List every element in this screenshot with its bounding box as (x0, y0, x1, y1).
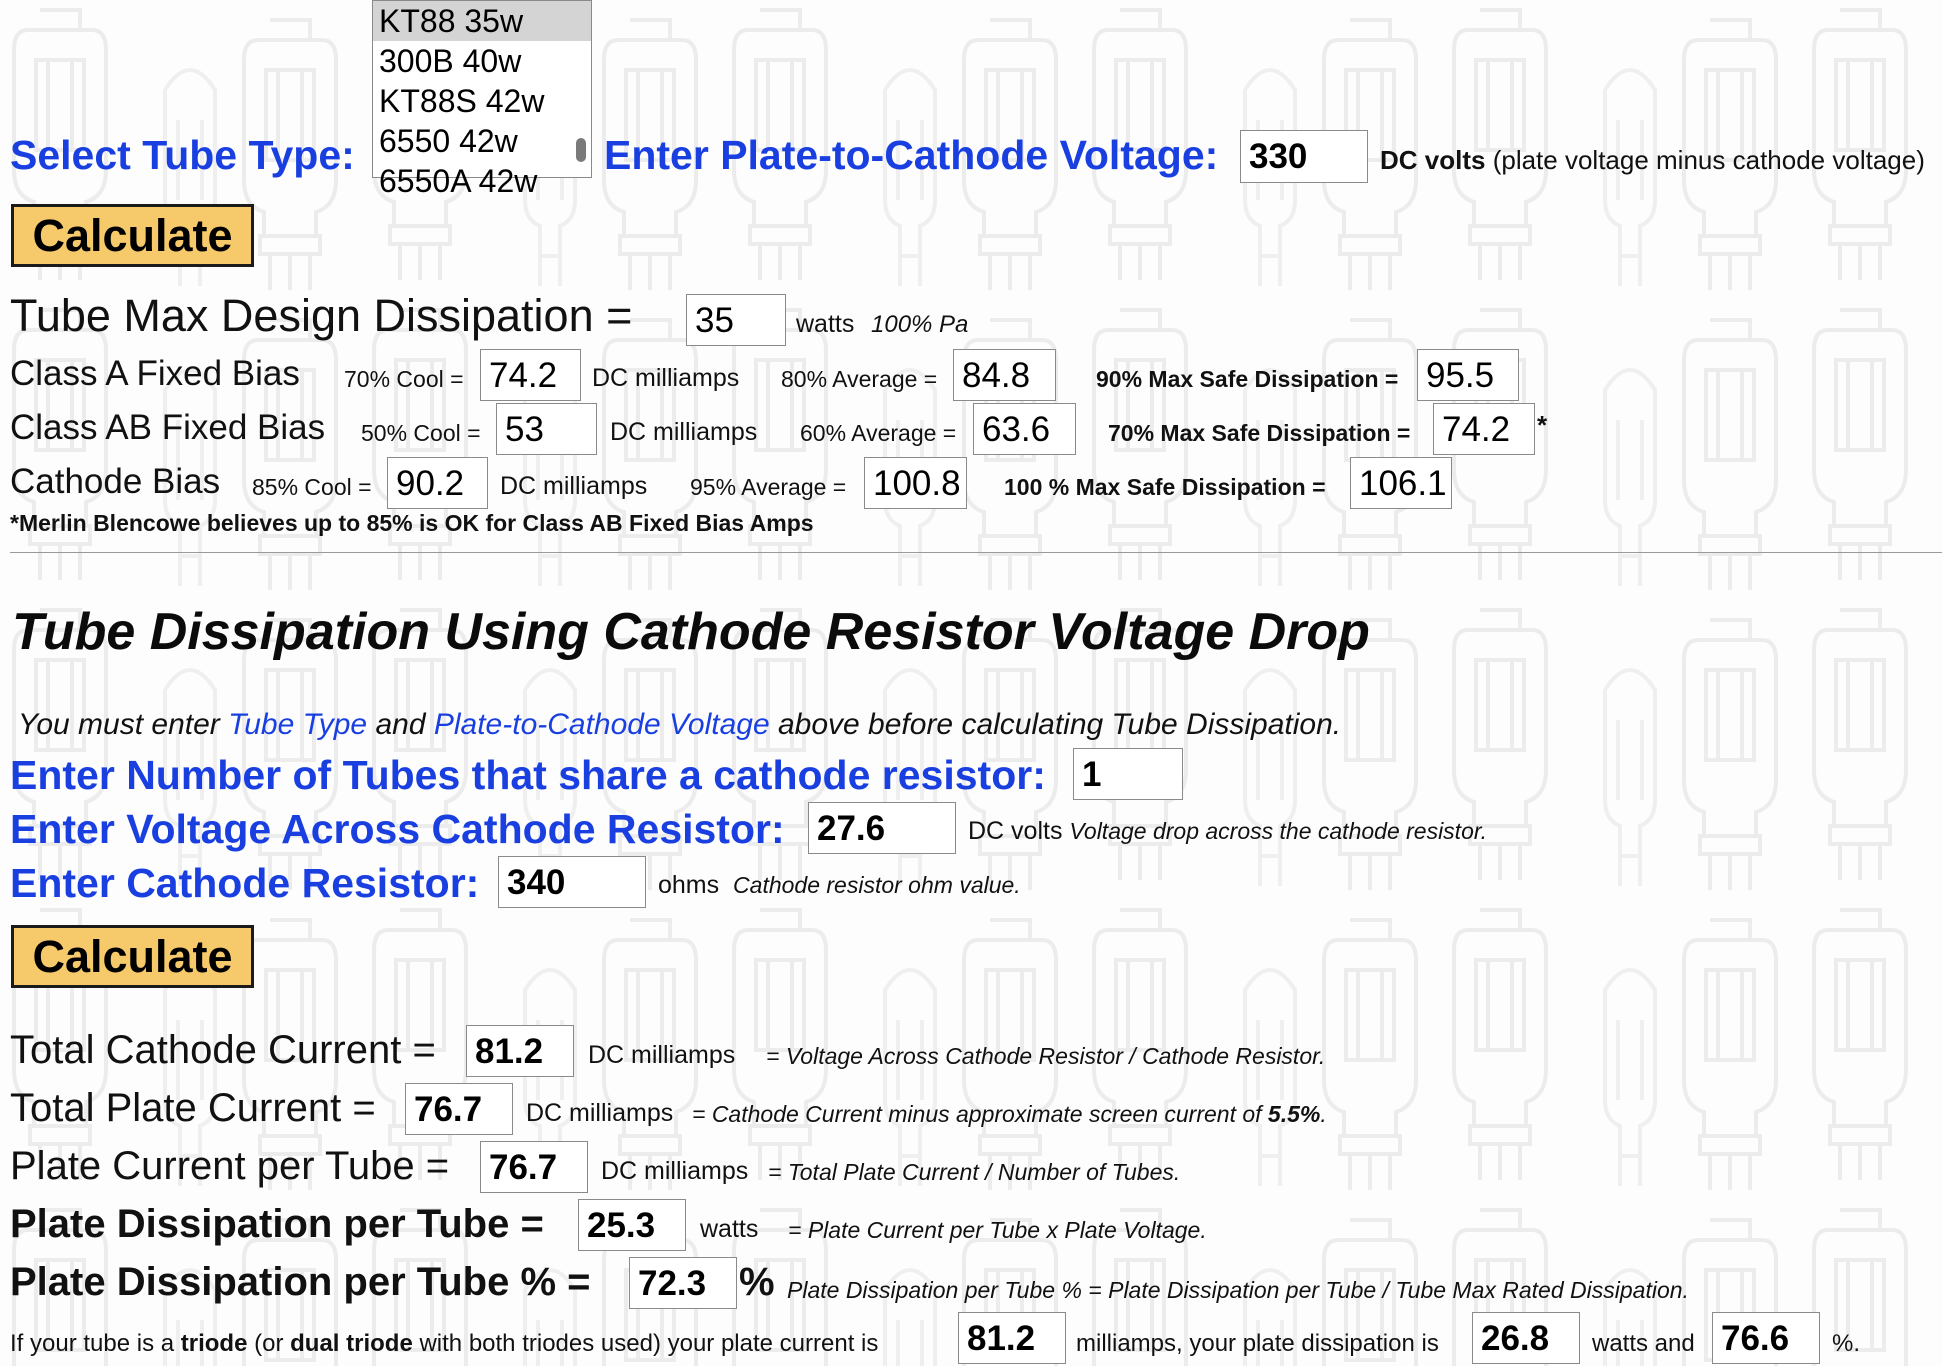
cathode-bias-max-label: 100 % Max Safe Dissipation = (1004, 474, 1326, 500)
plate-voltage-unit: DC volts (1380, 145, 1486, 175)
class-ab-asterisk: * (1537, 410, 1548, 440)
diss-per-tube-label: Plate Dissipation per Tube = (10, 1202, 544, 1246)
cathode-bias-avg-label: 95% Average = (690, 474, 847, 500)
diss-pct-label: Plate Dissipation per Tube % = (10, 1260, 591, 1304)
diss-per-tube-note: = Plate Current per Tube x Plate Voltage. (788, 1217, 1207, 1243)
instruction-text (18, 708, 1341, 742)
cathode-bias-unit: DC milliamps (500, 472, 648, 500)
diss-pct-note: Plate Dissipation per Tube % = Plate Dissipation per Tube / Tube Max Rated Dissipation. (787, 1277, 1689, 1303)
class-ab-label: Class AB Fixed Bias (10, 408, 326, 447)
tube-option[interactable]: 300B 40w (379, 43, 522, 79)
num-tubes-label: Enter Number of Tubes that share a cathode resistor: (10, 752, 1046, 798)
class-ab-avg-label: 60% Average = (800, 420, 957, 446)
listbox-scrollbar[interactable] (576, 138, 586, 162)
class-a-label: Class A Fixed Bias (10, 354, 300, 393)
section-heading: Tube Dissipation Using Cathode Resistor Voltage Drop (12, 603, 1370, 661)
cathode-voltage-note: Voltage drop across the cathode resistor. (1069, 818, 1488, 844)
select-tube-label: Select Tube Type: (10, 132, 355, 178)
triode-t4: dual triode (290, 1330, 413, 1357)
total-plate-label: Total Plate Current = (10, 1086, 376, 1130)
class-ab-cool-label: 50% Cool = (361, 420, 481, 446)
diss-per-tube-output[interactable]: 25.3 (578, 1199, 686, 1251)
class-a-avg-label: 80% Average = (781, 366, 938, 392)
triode-t8: %. (1832, 1330, 1861, 1357)
plate-per-tube-output[interactable]: 76.7 (480, 1141, 588, 1193)
total-cathode-note: = Voltage Across Cathode Resistor / Cathode Resistor. (766, 1043, 1326, 1069)
total-cathode-output[interactable]: 81.2 (466, 1025, 574, 1077)
diss-per-tube-unit: watts (700, 1215, 759, 1243)
class-ab-max-label: 70% Max Safe Dissipation = (1108, 420, 1411, 446)
calculate-cathode-button[interactable]: Calculate (11, 925, 254, 988)
plate-per-tube-label: Plate Current per Tube = (10, 1144, 450, 1188)
tube-option[interactable]: 6550 42w (379, 123, 518, 159)
class-ab-unit: DC milliamps (610, 418, 758, 446)
triode-percent-output[interactable]: 76.6 (1712, 1312, 1820, 1364)
cathode-resistor-unit-note (658, 871, 1021, 900)
cathode-voltage-unit: DC volts (968, 817, 1063, 845)
tube-option-selected[interactable]: KT88 35w (373, 1, 591, 41)
tube-type-listbox[interactable] (372, 0, 592, 199)
cathode-bias-cool-label: 85% Cool = (252, 474, 372, 500)
design-dissipation-label: Tube Max Design Dissipation = (10, 290, 633, 341)
cathode-resistor-label: Enter Cathode Resistor: (10, 860, 480, 906)
total-plate-note-text: = Cathode Current minus approximate screen current of (692, 1101, 1262, 1127)
design-dissipation-note: 100% Pa (871, 311, 969, 338)
triode-t7: watts and (1592, 1330, 1695, 1357)
total-plate-note (692, 1101, 1327, 1128)
design-dissipation-output[interactable]: 35 (686, 294, 786, 346)
total-cathode-unit: DC milliamps (588, 1041, 736, 1069)
triode-text-1 (10, 1330, 878, 1358)
design-dissipation-unit: watts (796, 310, 855, 338)
class-ab-avg-output[interactable]: 63.6 (973, 403, 1076, 455)
triode-current-output[interactable]: 81.2 (958, 1312, 1066, 1364)
total-cathode-label: Total Cathode Current = (10, 1028, 436, 1072)
class-a-max-output[interactable]: 95.5 (1417, 349, 1519, 401)
calculate-dissipation-button[interactable]: Calculate (11, 204, 254, 267)
class-ab-cool-output[interactable]: 53 (496, 403, 597, 455)
class-ab-max-output[interactable]: 74.2 (1433, 403, 1535, 455)
plate-voltage-unit-note (1380, 145, 1925, 176)
cathode-bias-max-output[interactable]: 106.1 (1350, 457, 1452, 509)
footnote: *Merlin Blencowe believes up to 85% is OK for Class AB Fixed Bias Amps (10, 510, 814, 536)
cathode-resistor-note: Cathode resistor ohm value. (733, 872, 1021, 898)
plate-per-tube-note: = Total Plate Current / Number of Tubes. (768, 1159, 1181, 1185)
class-a-max-label: 90% Max Safe Dissipation = (1096, 366, 1399, 392)
cathode-voltage-unit-note (968, 817, 1487, 846)
cathode-bias-cool-output[interactable]: 90.2 (387, 457, 488, 509)
plate-voltage-label: Enter Plate-to-Cathode Voltage: (604, 132, 1219, 178)
instruction-plate-voltage: Plate-to-Cathode Voltage (433, 708, 770, 741)
triode-t3: (or (254, 1330, 284, 1357)
class-a-cool-output[interactable]: 74.2 (480, 349, 581, 401)
cathode-voltage-input[interactable]: 27.6 (808, 802, 956, 854)
class-a-avg-output[interactable]: 84.8 (953, 349, 1056, 401)
triode-t1: If your tube is a (10, 1330, 175, 1357)
instruction-end: above before calculating Tube Dissipation. (777, 708, 1342, 741)
total-plate-unit: DC milliamps (526, 1099, 674, 1127)
triode-t2: triode (180, 1330, 248, 1357)
instruction-and: and (375, 708, 426, 741)
plate-per-tube-unit: DC milliamps (601, 1157, 749, 1185)
triode-dissipation-output[interactable]: 26.8 (1472, 1312, 1580, 1364)
section-divider (10, 552, 1942, 553)
instruction-start: You must enter (18, 708, 220, 741)
screen-current-percent: 5.5% (1267, 1101, 1321, 1127)
plate-voltage-note: (plate voltage minus cathode voltage) (1492, 145, 1925, 175)
triode-t5: with both triodes used) your plate current is (419, 1330, 879, 1357)
cathode-voltage-label: Enter Voltage Across Cathode Resistor: (10, 806, 785, 852)
class-a-cool-label: 70% Cool = (344, 366, 464, 392)
cathode-bias-avg-output[interactable]: 100.8 (864, 457, 967, 509)
triode-t6: milliamps, your plate dissipation is (1076, 1330, 1439, 1357)
instruction-tube-type: Tube Type (228, 708, 368, 741)
diss-pct-output[interactable]: 72.3 (629, 1257, 737, 1309)
cathode-resistor-unit: ohms (658, 871, 720, 899)
num-tubes-input[interactable]: 1 (1073, 748, 1183, 800)
tube-option[interactable]: 6550A 42w (379, 163, 538, 199)
tube-option[interactable]: KT88S 42w (379, 83, 545, 119)
cathode-bias-label: Cathode Bias (10, 462, 221, 501)
diss-pct-unit: % (739, 1260, 775, 1304)
class-a-unit: DC milliamps (592, 364, 740, 392)
total-plate-note-end: . (1320, 1101, 1327, 1127)
cathode-resistor-input[interactable]: 340 (498, 856, 646, 908)
plate-voltage-input[interactable]: 330 (1240, 130, 1368, 183)
total-plate-output[interactable]: 76.7 (405, 1083, 513, 1135)
